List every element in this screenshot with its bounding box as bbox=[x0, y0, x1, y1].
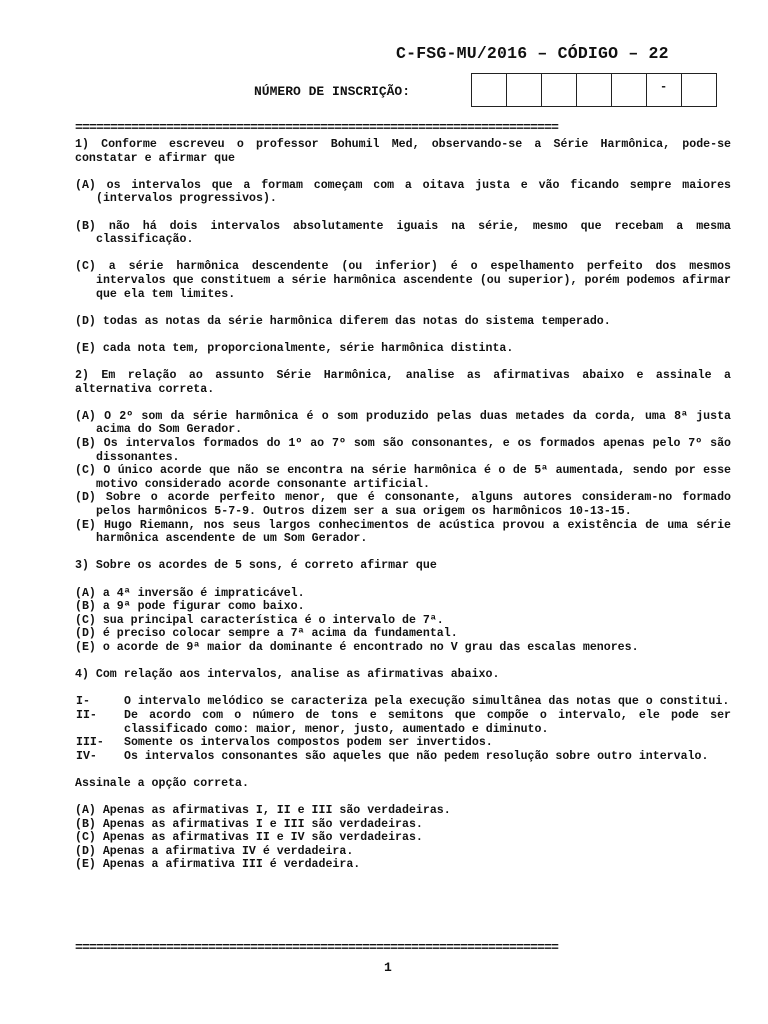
registration-digit-box bbox=[472, 74, 507, 106]
q4-option-c: (C) Apenas as afirmativas II e IV são verdadeiras. bbox=[75, 831, 423, 845]
registration-number-label: NÚMERO DE INSCRIÇÃO: bbox=[254, 84, 411, 99]
q4-statement-text: Somente os intervalos compostos podem ser invertidos. bbox=[124, 736, 493, 750]
question-3-stem: 3) Sobre os acordes de 5 sons, é correto afirmar que bbox=[75, 559, 437, 573]
q2-option-a: (A) O 2º som da série harmônica é o som produzido pelas duas metades da corda, uma 8ª justa acima do Som Gerador. bbox=[75, 409, 731, 437]
q1-option-d: (D) todas as notas da série harmônica diferem das notas do sistema temperado. bbox=[75, 314, 611, 328]
q1-option-e: (E) cada nota tem, proporcionalmente, série harmônica distinta. bbox=[75, 341, 514, 355]
q1-option-b: (B) não há dois intervalos absolutamente iguais na série, mesmo que recebam a mesma classificação. bbox=[75, 219, 731, 247]
q4-statement-text: De acordo com o número de tons e semitons que compõe o intervalo, ele pode ser classificado como: maior, menor, justo, aumentado e diminuto. bbox=[124, 708, 731, 736]
q2-option-e: (E) Hugo Riemann, nos seus largos conhecimentos de acústica provou a existência de uma série harmônica ascendente de um Som Gerador. bbox=[75, 518, 731, 546]
q4-statement-2 bbox=[75, 709, 731, 736]
q4-statement-number: I- bbox=[76, 695, 90, 709]
registration-digit-box bbox=[612, 74, 647, 106]
top-divider: ===================================================================== bbox=[75, 120, 559, 135]
registration-digit-box bbox=[682, 74, 716, 106]
q4-statement-text: O intervalo melódico se caracteriza pela execução simultânea das notas que o constitui. bbox=[124, 695, 730, 709]
q4-option-b: (B) Apenas as afirmativas I e III são verdadeiras. bbox=[75, 817, 423, 831]
q3-option-a: (A) a 4ª inversão é impraticável. bbox=[75, 586, 305, 600]
q4-statement-4 bbox=[75, 750, 731, 764]
q1-option-c: (C) a série harmônica descendente (ou inferior) é o espelhamento perfeito dos mesmos intervalos que constituem a série harmônica ascendente (ou superior), porém podemos afirmar que ela tem limites. bbox=[75, 260, 731, 301]
registration-digit-box bbox=[542, 74, 577, 106]
q3-option-e: (E) o acorde de 9ª maior da dominante é encontrado no V grau das escalas menores. bbox=[75, 640, 639, 654]
q4-instruction: Assinale a opção correta. bbox=[75, 776, 249, 790]
q1-option-a: (A) os intervalos que a formam começam com a oitava justa e vão ficando sempre maiores (intervalos progressivos). bbox=[75, 178, 731, 206]
exam-content bbox=[75, 138, 731, 872]
q4-option-e: (E) Apenas a afirmativa III é verdadeira. bbox=[75, 858, 361, 872]
exam-code-header: C-FSG-MU/2016 – CÓDIGO – 22 bbox=[396, 44, 669, 63]
q3-option-d: (D) é preciso colocar sempre a 7ª acima da fundamental. bbox=[75, 627, 458, 641]
question-2-stem: 2) Em relação ao assunto Série Harmônica, analise as afirmativas abaixo e assinale a alternativa correta. bbox=[75, 369, 731, 396]
q4-option-a: (A) Apenas as afirmativas I, II e III são verdadeiras. bbox=[75, 804, 451, 818]
q2-option-c: (C) O único acorde que não se encontra na série harmônica é o de 5ª aumentada, sendo por esse motivo considerado acorde consonante artificial. bbox=[75, 464, 731, 491]
q4-option-d: (D) Apenas a afirmativa IV é verdadeira. bbox=[75, 844, 354, 858]
q4-statement-number: III- bbox=[76, 736, 104, 750]
q2-option-d: (D) Sobre o acorde perfeito menor, que é consonante, alguns autores consideram-no formado pelos harmônicos 5-7-9. Outros dizem ser a sua origem os harmônicos 10-13-15. bbox=[75, 491, 731, 519]
q4-statement-text: Os intervalos consonantes são aqueles que não pedem resolução sobre outro intervalo. bbox=[124, 749, 709, 763]
q3-option-b: (B) a 9ª pode figurar como baixo. bbox=[75, 600, 305, 614]
registration-digit-box bbox=[507, 74, 542, 106]
q4-statement-3 bbox=[75, 736, 731, 750]
registration-digit-box bbox=[577, 74, 612, 106]
bottom-divider: ===================================================================== bbox=[75, 940, 559, 955]
question-4-stem: 4) Com relação aos intervalos, analise as afirmativas abaixo. bbox=[75, 668, 500, 682]
q2-option-b: (B) Os intervalos formados do 1º ao 7º som são consonantes, e os formados apenas pelo 7º são dissonantes. bbox=[75, 437, 731, 464]
q4-statement-number: II- bbox=[76, 708, 97, 722]
registration-digit-box bbox=[647, 74, 682, 106]
q4-statement-number: IV- bbox=[76, 749, 97, 763]
registration-dash: - bbox=[660, 80, 668, 94]
question-1-stem: 1) Conforme escreveu o professor Bohumil Med, observando-se a Série Harmônica, pode-se constatar e afirmar que bbox=[75, 138, 731, 165]
registration-number-boxes bbox=[471, 73, 717, 107]
q4-statement-1 bbox=[75, 695, 731, 709]
page-number: 1 bbox=[384, 960, 392, 975]
q3-option-c: (C) sua principal característica é o intervalo de 7ª. bbox=[75, 613, 444, 627]
